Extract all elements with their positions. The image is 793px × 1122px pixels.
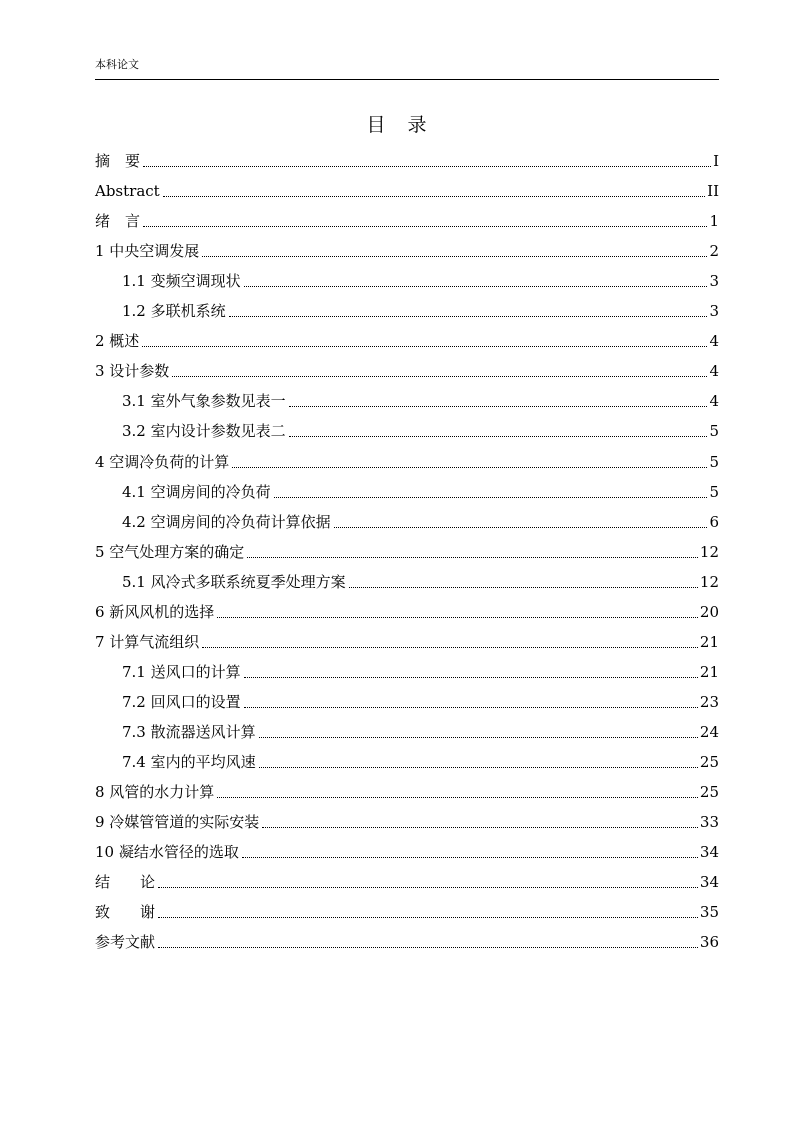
toc-entry-title: 4.2 空调房间的冷负荷计算依据 [122,512,331,531]
toc-entry[interactable] [95,534,719,564]
toc-entry-page-number: 12 [699,542,719,561]
toc-dot-leader [143,226,707,227]
toc-entry[interactable] [95,654,719,684]
toc-entry-page-number: 2 [709,242,719,261]
toc-entry-title: 8 风管的水力计算 [95,783,215,802]
toc-entry-title: 7.3 散流器送风计算 [122,722,256,741]
toc-entry-title: 3.1 室外气象参数见表一 [122,392,286,411]
toc-entry-title: 结 论 [95,873,156,892]
toc-entry-page-number: 5 [709,482,719,501]
toc-entry-page-number: 25 [699,783,719,802]
toc-entry-page-number: 1 [709,212,719,231]
toc-dot-leader [244,677,698,678]
toc-entry-page-number: 4 [709,392,719,411]
toc-dot-leader [158,947,698,948]
toc-entry-page-number: 4 [709,362,719,381]
toc-entry-title: 6 新风风机的选择 [95,602,215,621]
toc-entry-title: 7.1 送风口的计算 [122,662,241,681]
toc-entry[interactable] [95,443,719,473]
toc-entry-page-number: I [713,152,719,171]
toc-dot-leader [217,617,698,618]
toc-dot-leader [163,196,705,197]
toc-entry-page-number: 5 [709,422,719,441]
toc-dot-leader [217,797,698,798]
toc-entry[interactable] [95,564,719,594]
toc-entry-page-number: 34 [699,843,719,862]
toc-entry-title: 3.2 室内设计参数见表二 [122,422,286,441]
toc-dot-leader [259,737,698,738]
toc-dot-leader [142,346,707,347]
toc-entry[interactable] [95,263,719,293]
toc-entry-page-number: 21 [699,632,719,651]
toc-entry[interactable] [95,744,719,774]
toc-entry-title: 5.1 风冷式多联系统夏季处理方案 [122,572,346,591]
toc-entry-page-number: 36 [699,933,719,952]
toc-dot-leader [349,587,698,588]
toc-dot-leader [202,256,707,257]
toc-dot-leader [158,917,698,918]
toc-entry-page-number: 33 [699,813,719,832]
toc-entry[interactable] [95,353,719,383]
toc-entry[interactable] [95,894,719,924]
toc-entry-title: 致 谢 [95,903,156,922]
toc-dot-leader [289,406,708,407]
toc-entry[interactable] [95,834,719,864]
toc-entry[interactable] [95,684,719,714]
toc-dot-leader [244,286,708,287]
toc-entry-title: 1.1 变频空调现状 [122,272,241,291]
toc-dot-leader [172,376,707,377]
toc-entry-title: 绪 言 [95,212,141,231]
toc-entry-title: 7.4 室内的平均风速 [122,752,256,771]
toc-entry-title: 4.1 空调房间的冷负荷 [122,482,271,501]
toc-entry-page-number: 24 [699,722,719,741]
toc-dot-leader [247,557,698,558]
toc-dot-leader [242,857,698,858]
toc-dot-leader [158,887,698,888]
toc-entry-title: 3 设计参数 [95,362,170,381]
toc-entry-page-number: 34 [699,873,719,892]
toc-title: 目 录 [366,114,435,136]
toc-entry[interactable] [95,203,719,233]
toc-dot-leader [244,707,698,708]
toc-entry[interactable] [95,504,719,534]
toc-entry-page-number: 3 [709,302,719,321]
toc-entry-page-number: 23 [699,692,719,711]
toc-dot-leader [334,527,708,528]
toc-entry-page-number: 35 [699,903,719,922]
toc-entry-title: 9 冷媒管管道的实际安装 [95,813,260,832]
toc-entry-title: 1 中央空调发展 [95,242,200,261]
toc-entry-title: 7.2 回风口的设置 [122,692,241,711]
toc-entry[interactable] [95,774,719,804]
toc-entry-page-number: 4 [709,332,719,351]
toc-entry-title: 5 空气处理方案的确定 [95,542,245,561]
toc-entry[interactable] [95,413,719,443]
toc-entry-page-number: II [707,182,719,201]
toc-entry[interactable] [95,143,719,173]
toc-entry-page-number: 20 [699,602,719,621]
running-header: 本科论文 [95,58,139,71]
toc-entry-page-number: 12 [699,572,719,591]
toc-dot-leader [232,467,707,468]
toc-entry[interactable] [95,383,719,413]
toc-entry[interactable] [95,233,719,263]
toc-dot-leader [143,166,711,167]
toc-entry-page-number: 6 [709,512,719,531]
toc-dot-leader [274,497,708,498]
toc-entry[interactable] [95,864,719,894]
header-rule [95,79,719,80]
table-of-contents [95,143,719,954]
toc-entry-title: 2 概述 [95,332,140,351]
toc-entry-page-number: 21 [699,662,719,681]
toc-entry[interactable] [95,594,719,624]
toc-entry-page-number: 25 [699,752,719,771]
toc-entry-title: 10 凝结水管径的选取 [95,843,239,862]
toc-entry[interactable] [95,624,719,654]
toc-entry-page-number: 3 [709,272,719,291]
toc-dot-leader [289,436,708,437]
toc-entry[interactable] [95,474,719,504]
toc-entry[interactable] [95,924,719,954]
toc-entry-title: Abstract [95,182,160,201]
toc-dot-leader [202,647,698,648]
toc-entry[interactable] [95,173,719,203]
toc-dot-leader [229,316,708,317]
toc-entry[interactable] [95,293,719,323]
toc-entry[interactable] [95,714,719,744]
toc-entry-title: 摘 要 [95,152,141,171]
toc-dot-leader [262,827,698,828]
toc-dot-leader [259,767,698,768]
toc-entry[interactable] [95,804,719,834]
toc-entry-title: 7 计算气流组织 [95,632,200,651]
toc-entry-title: 1.2 多联机系统 [122,302,226,321]
toc-entry-page-number: 5 [709,452,719,471]
toc-entry[interactable] [95,323,719,353]
toc-entry-title: 参考文献 [95,933,156,952]
toc-entry-title: 4 空调冷负荷的计算 [95,452,230,471]
